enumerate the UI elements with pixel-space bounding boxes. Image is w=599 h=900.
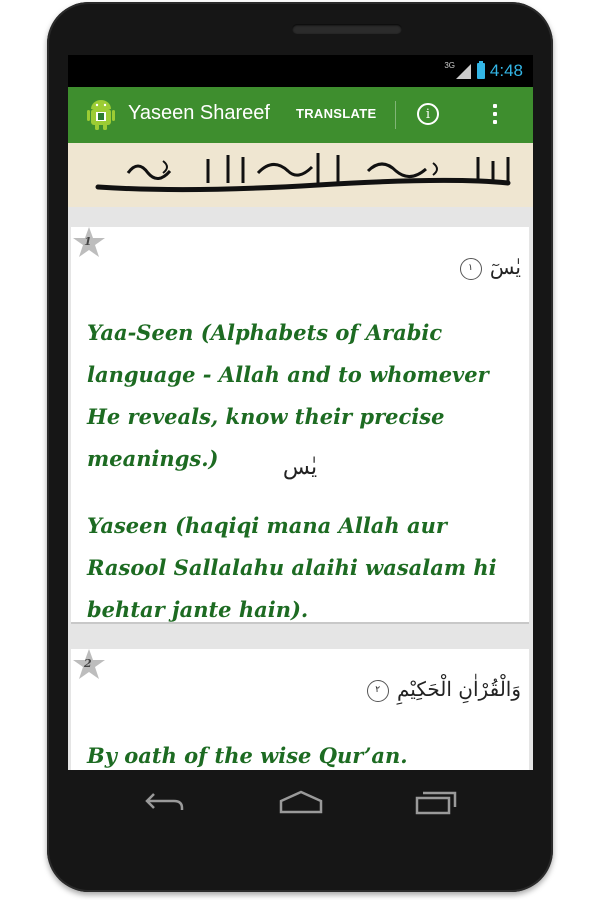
action-bar-divider [395, 101, 396, 129]
english-translation: By oath of the wise Qur’an. [87, 743, 408, 768]
arabic-verse [367, 677, 521, 702]
roman-urdu-translation: Yaseen (haqiqi mana Allah aur Rasool Sallalahu alaihi wasalam hi behtar jante hain). [87, 513, 497, 622]
english-translation: Yaa-Seen (Alphabets of Arabic language - Allah and to whomever He reveals, know their precise meanings.) [87, 320, 489, 471]
verse-number: 1 [84, 235, 92, 248]
android-app-icon[interactable] [86, 99, 116, 131]
verse-list[interactable] [68, 207, 533, 770]
ayah-marker: ٢ [367, 680, 389, 702]
arabic-verse-text: وَالْقُرْاٰنِ الْحَكِيْمِ [396, 677, 521, 701]
status-time: 4:48 [489, 61, 523, 80]
bismillah-calligraphy [68, 143, 533, 207]
ayah-marker: ١ [460, 258, 482, 280]
verse-card[interactable] [71, 227, 529, 624]
back-icon[interactable] [144, 790, 186, 816]
bismillah-banner [68, 143, 533, 207]
overflow-menu-icon[interactable] [492, 101, 498, 129]
battery-icon [477, 63, 485, 79]
earpiece-speaker [292, 24, 402, 34]
info-icon[interactable]: i [417, 103, 439, 125]
translate-button[interactable]: TRANSLATE [296, 106, 377, 121]
recents-icon[interactable] [414, 790, 458, 816]
home-icon[interactable] [278, 790, 324, 816]
action-bar [68, 87, 533, 143]
urdu-arabic-verse: یٰس [282, 455, 318, 480]
arabic-verse [460, 255, 521, 280]
verse-number: 2 [84, 657, 92, 670]
signal-icon [456, 64, 471, 79]
network-type: 3G [444, 61, 455, 70]
arabic-verse-text: يٰسٓ [489, 255, 521, 279]
screen [68, 55, 533, 770]
app-title: Yaseen Shareef [128, 102, 270, 124]
status-bar [68, 55, 533, 87]
navigation-bar [68, 770, 533, 834]
verse-card[interactable] [71, 649, 529, 770]
